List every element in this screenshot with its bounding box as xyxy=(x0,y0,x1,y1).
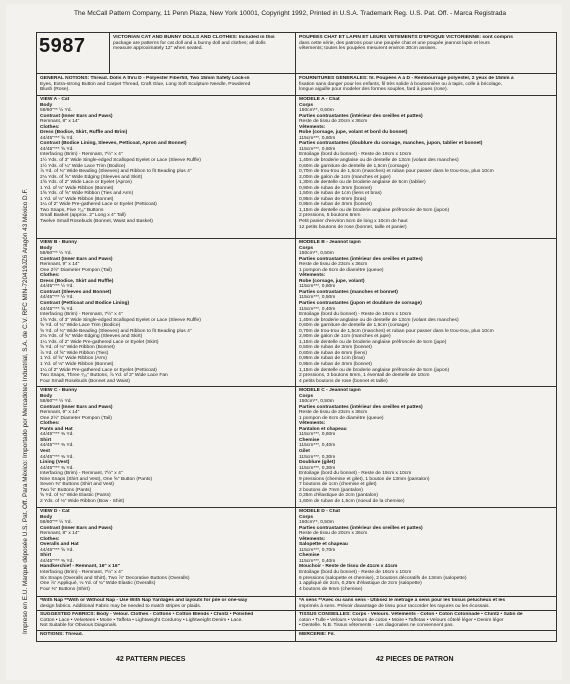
text-line: 0,95m de ruban de 3mm (bonnet) xyxy=(299,202,372,208)
text-line: 1,15m de dentelle ou de broderie anglaise préfroncée de 5cm (jupon) xyxy=(299,207,450,213)
text-line: Reste de tissu de 23cm x 36cm xyxy=(299,262,368,268)
row-divider xyxy=(37,238,556,239)
view-b-fr xyxy=(299,240,553,384)
sidebar-import-text xyxy=(20,74,30,634)
text-line: 2,00m de galon de 1cm (manches et jupe) xyxy=(299,174,391,180)
text-line: Salopette et chapeau xyxy=(299,542,348,548)
text-line: One 2½" Diameter Pompon (Tail) xyxy=(40,415,112,421)
nap-note-en xyxy=(40,598,294,609)
text-line: measure approximately 12" when seated. xyxy=(113,46,203,52)
row-divider xyxy=(37,630,556,631)
text-line: 0,95m de ruban de 6mm (bras) xyxy=(299,196,367,202)
text-line: *With Nap **With or Without Nap - Use With Nap Yardages and layouts for pile or one-way xyxy=(40,598,248,603)
text-line: 1⅝ Yds. of 2" Wide Lace or Eyelet (Apron) xyxy=(40,180,132,186)
text-line: fixation sans danger pour les enfants, fil très solide à boutonnière ou à tapis, colle à bricolage, xyxy=(299,81,503,87)
text-line: Dress (Bodice, Skirt and Ruffle) xyxy=(40,278,114,284)
text-line: 1 pompon de 6cm de diamètre (queue) xyxy=(299,415,384,421)
sidebar-text: Impreso en E.U. Marque déposée U.S. Pat. Off. Para México: Importado por Mercadotec Industrial, S.A. de C.V. RFC MIN-720419JZ6 Aragón 43 México D.F. xyxy=(22,188,29,634)
text-line: Small Basket (approx. 2" Long x 4" Tall) xyxy=(40,213,126,219)
text-line: 0,60m de ruban de 6mm (liens) xyxy=(299,350,367,356)
text-line: 1 appliqué de 2cm, 0,25m d'élastique de 2cm (salopette) xyxy=(299,581,422,587)
notions-fr xyxy=(299,632,553,638)
text-line: 9 pressions (chemise et gilet), 1 bouton de 13mm (pantalon) xyxy=(299,476,430,482)
text-line: Parties contrastantes (jupon et doublure de corsage) xyxy=(299,301,422,307)
text-line: imprimés à sens. Prévoir davantage de tissu pour raccorder les rayures ou les écossais. xyxy=(299,603,490,609)
text-line: Contrast (Inner Ears and Paws) xyxy=(40,256,113,262)
text-line: 12 petits boutons de rose (bonnet, taille et panier) xyxy=(299,224,407,230)
text-line: Vêtements: xyxy=(299,421,326,427)
text-line: Blush (Rose). xyxy=(40,87,70,93)
text-line: VIEW A - Cat xyxy=(40,97,70,102)
text-line: 0,70m de trou-trou de 1,5cm (manches) et ruban pour passer dans le trou-trou, plus 10cm xyxy=(299,169,494,175)
text-line: Overalls and Hat xyxy=(40,542,79,548)
text-line: Corps xyxy=(299,393,314,399)
text-line: 44/45"*** ⅜ Yd. xyxy=(40,454,74,460)
pattern-number-box xyxy=(37,33,110,73)
text-line: 6 pressions (salopette et chemise), 2 boutons décoratifs de 13mm (salopette) xyxy=(299,575,467,581)
text-line: 1,15m de dentelle ou de broderie anglaise préfroncée de 5cm (jupon) xyxy=(299,367,450,373)
text-line: 150cm**, 0,50m xyxy=(299,520,334,526)
pattern-envelope-back xyxy=(6,4,562,680)
text-line: VIEW B - Bunny xyxy=(40,240,77,245)
text-line: SUGGESTED FABRICS: Body - Velour. Clothes - Cottons • Cotton Blends • Chintz • Polished xyxy=(40,612,254,617)
title-en xyxy=(113,35,293,52)
title-fr xyxy=(299,35,553,52)
general-notions-en xyxy=(40,76,294,93)
text-line: ⅞ Yd. of ¾" Wide Beading (Sleeves) and Ribbon to fit Beading plus 4" xyxy=(40,169,192,175)
text-line: Cotton • Lace • Velveteen • Moire • Taffeta • Lightweight Corduroy • Lightweight Denim • Lace. xyxy=(40,617,243,623)
text-line: Four ⅜" Buttons (Shirt) xyxy=(40,586,90,592)
text-line: 2 pressions, 3 boutons 5mm, 1 éventail de dentelle de 10cm xyxy=(299,373,430,379)
text-line: Corps xyxy=(299,245,314,251)
text-line: 0,95m de ruban de 1cm (bras) xyxy=(299,356,365,362)
nap-note-fr xyxy=(299,598,553,609)
text-line: MODÈLE C - Jeannot lapin xyxy=(299,388,361,393)
text-line: 44/45"*** ⅝ Yd. xyxy=(40,135,74,141)
text-line: Doublure (gilet) xyxy=(299,460,336,466)
view-d-en xyxy=(40,509,294,592)
text-line: 58/60"** ½ Yd. xyxy=(40,251,72,257)
text-line: MERCERIE: Fil. xyxy=(299,632,335,637)
text-line: 44/45"*** ⅜ Yd. xyxy=(40,558,74,564)
text-line: 1 Yd. of ⅝" Wide Ribbon (Arm) xyxy=(40,356,107,362)
text-line: 1,15m de dentelle ou de broderie anglaise préfroncée de 5cm (jupe) xyxy=(299,339,447,345)
text-line: 150cm**, 0,50m xyxy=(299,251,334,257)
text-line: Clothes: xyxy=(40,536,60,542)
text-line: design fabrics. Additional Fabric may be needed to match stripes or plaids. xyxy=(40,603,202,609)
pattern-number: 5987 xyxy=(39,35,86,57)
text-line: 115cm***, 0,40m xyxy=(299,443,336,449)
text-line: Body xyxy=(40,393,53,399)
text-line: Gilet xyxy=(299,449,310,455)
text-line: 115cm***, 0,60m xyxy=(299,432,336,438)
text-line: 44/45"*** ⅝ Yd. xyxy=(40,146,74,152)
text-line: Parties contrastantes (intérieur des oreilles et pattes) xyxy=(299,113,423,119)
text-line: 44/45"*** ⅝ Yd. xyxy=(40,547,74,553)
text-line: ⅞ Yd. of ⅝" Wide Ribbon (Ties) xyxy=(40,350,109,356)
text-line: Body xyxy=(40,514,53,520)
text-line: Parties contrastantes (intérieur des oreilles et pattes) xyxy=(299,404,423,410)
text-line: Pantalon et chapeau xyxy=(299,426,347,432)
text-line: ⅝ Yd. of ⅛" Wide Ribbon (Bonnet) xyxy=(40,345,115,351)
text-line: 2,90m de galon de 1cm (manches et jupe) xyxy=(299,334,391,340)
text-line: Interfacing (Brim) - Remnant, 7½" x 4" xyxy=(40,570,123,576)
text-line: Nine Snaps (Shirt and Vest), One ⅝" Button (Pants) xyxy=(40,476,153,482)
text-line: 115cm***, 0,60m xyxy=(299,284,336,290)
text-line: Dress (Bodice, Skirt, Ruffle and Brim) xyxy=(40,130,128,136)
suggested-fabrics-fr xyxy=(299,612,553,629)
text-line: Body xyxy=(40,245,53,251)
text-line: Corps xyxy=(299,514,314,520)
text-line: 44/45"*** ⅝ Yd. xyxy=(40,306,74,312)
text-line: VIEW D - Cat xyxy=(40,509,70,514)
text-line: Vêtements: xyxy=(299,124,326,130)
text-line: Two ⅝" Buttons (Pants) xyxy=(40,487,92,493)
view-a-en xyxy=(40,97,294,225)
text-line: Shirt xyxy=(40,553,52,559)
content-grid xyxy=(36,32,557,642)
text-line: Interfacing (Brim) - Remnant, 7½" x 4" xyxy=(40,312,123,318)
row-divider xyxy=(37,386,556,387)
pattern-pieces-en: 42 PATTERN PIECES xyxy=(116,656,186,663)
text-line: 7 boutons de 1cm (chemise et gilet) xyxy=(299,482,377,488)
text-line: 58/60"** ½ Yd. xyxy=(40,399,72,405)
text-line: 0,25m d'élastique de 2cm (pantalon) xyxy=(299,493,378,499)
text-line: Clothes: xyxy=(40,124,60,130)
text-line: Six Snaps (Overalls and Shirt), Two ⅞" Decorative Buttons (Overalls) xyxy=(40,575,190,581)
text-line: 44/45"*** ⅜ Yd. xyxy=(40,465,74,471)
text-line: 1¼ Yds. of 2" Wide Pre-gathered Lace or Eyelet (Skirt) xyxy=(40,339,159,345)
text-line: 0,50m de ruban de 3mm (bonnet) xyxy=(299,345,372,351)
text-line: • Dentelle. N.B. Tissus vêtements - Les diagonales ne conviennent pas. xyxy=(299,623,454,629)
text-line: 1 pompon de 6cm de diamètre (queue) xyxy=(299,267,384,273)
text-line: 115cm***, 0,30m xyxy=(299,454,336,460)
text-line: coton • Tulle • Velours • Velours de coton • Moire • Taffetas • Velours côtelé léger • Denim léger xyxy=(299,617,504,623)
text-line: 1,30m de dentelle ou de broderie anglaise de 5cm (tablier) xyxy=(299,180,426,186)
pattern-pieces-fr: 42 PIECES DE PATRON xyxy=(376,656,454,663)
text-line: Mouchoir - Reste de tissu de 41cm x 41cm xyxy=(299,564,398,570)
text-line: Pants and Hat xyxy=(40,426,73,432)
text-line: 1,60m de ruban de 1,5cm (noeud de la chemise) xyxy=(299,498,405,504)
text-line: Not Suitable for Obvious Diagonals. xyxy=(40,623,118,629)
text-line: Handkerchief - Remnant, 16" x 16" xyxy=(40,564,120,570)
text-line: Clothes: xyxy=(40,273,60,279)
text-line: 1 Yd. of ⅛" Wide Ribbon (Bonnet) xyxy=(40,362,114,368)
text-line: 115cm***, 0,30m xyxy=(299,465,336,471)
text-line: 2 boutons de 7mm (pantalon) xyxy=(299,487,363,493)
text-line: 1,50m de ruban de 1cm (liens et bras) xyxy=(299,191,382,197)
text-line: MODÈLE B - Jeannot lapin xyxy=(299,240,361,245)
row-divider xyxy=(37,596,556,597)
text-line: 1 Yd. of ⅛" Wide Ribbon (Bonnet) xyxy=(40,196,114,202)
text-line: package are patterns for cat doll and a bunny doll and clothes; all dolls xyxy=(113,40,266,46)
text-line: 115cm***, 0,50m xyxy=(299,295,336,301)
text-line: 0,90m de ruban de 3mm (bonnet) xyxy=(299,185,372,191)
text-line: Contrast (Bodice Lining, Sleeves, Petticoat, Apron and Bonnet) xyxy=(40,141,187,147)
text-line: Vêtements: xyxy=(299,536,326,542)
text-line: NOTIONS: Thread. xyxy=(40,632,83,637)
text-line: Remnant, 8" x 14" xyxy=(40,531,80,537)
text-line: One 2½" Diameter Pompon (Tail) xyxy=(40,267,112,273)
row-divider xyxy=(37,610,556,611)
view-d-fr xyxy=(299,509,553,592)
text-line: Remnant, 8" x 14" xyxy=(40,119,80,125)
text-line: 44/45"*** ⅜ Yd. xyxy=(40,443,74,449)
text-line: Parties contrastantes (intérieur des oreilles et pattes) xyxy=(299,525,423,531)
text-line: 115cm***, 0,60m xyxy=(299,135,336,141)
text-line: Twelve Small Rosebuds (Bonnet, Waist and Basket) xyxy=(40,219,153,225)
text-line: ⅝ Yd. of ¾" Wide Beading (Sleeves) and Ribbon to fit Beading plus 4" xyxy=(40,328,192,334)
text-line: 115cm***, 0,60m xyxy=(299,146,336,152)
text-line: Reste de tissu de 23cm x 36cm xyxy=(299,410,368,416)
text-line: Entoilage (bord du bonnet) - Reste de 19cm x 10cm xyxy=(299,312,412,318)
text-line: longue aiguille pour modeler des formes souples, fard à joues (rose). xyxy=(299,87,448,93)
text-line: Interfacing (Brim) - Remnant, 7½" x 4" xyxy=(40,471,123,477)
text-line: 2⅛ Yds. of ⅝" Wide Edging (Sleeves and Skirt) xyxy=(40,334,143,340)
row-divider xyxy=(37,73,556,74)
text-line: Contrast (Inner Ears and Paws) xyxy=(40,113,113,119)
text-line: Eyes, Extra-strong Button and Carpet Thread, Craft Glue, Long Soft Sculpture Needle, Powdered xyxy=(40,81,251,87)
text-line: 2 Yds. of ⅛" Wide Ribbon (Bow - Shirt) xyxy=(40,498,125,504)
text-line: Vêtements: xyxy=(299,273,326,279)
text-line: 150cm**, 0,50m xyxy=(299,108,334,114)
text-line: 44/45"*** ½ Yd. xyxy=(40,295,74,301)
text-line: Interfacing (Brim) - Remnant, 7½" x 4" xyxy=(40,152,123,158)
text-line: Reste de tissu de 20cm x 36cm xyxy=(299,531,368,537)
text-line: 0,70m de trou-trou de 1,5cm (manches) et ruban pour passer dans le trou-trou, plus 10cm xyxy=(299,328,494,334)
text-line: Corps xyxy=(299,102,314,108)
text-line: Seven ⅜" Buttons (Shirt and Vest) xyxy=(40,482,115,488)
text-line: 1 Yd. of ⅛" Wide Ribbon (Bonnet) xyxy=(40,185,114,191)
text-line: Entoilage (bord du bonnet) - Reste de 19cm x 10cm xyxy=(299,570,412,576)
text-line: Chemise xyxy=(299,553,320,559)
text-line: 1⅝ Yds. of ⅝" Wide Ribbon (Ties and Arm) xyxy=(40,191,134,197)
text-line: 1,40m de broderie anglaise ou de dentelle de 13cm (volant des manches) xyxy=(299,317,459,323)
text-line: 2⅛ Yds. of ⅝" Wide Edging (Sleeves and Skirt) xyxy=(40,174,143,180)
text-line: VIEW C - Bunny xyxy=(40,388,77,393)
text-line: Petit panier d'environ 5cm de long x 10cm de haut xyxy=(299,219,408,225)
text-line: 0,95m de ruban de 3mm (bonnet) xyxy=(299,362,372,368)
text-line: 44/45"*** ⅜ Yd. xyxy=(40,432,74,438)
text-line: Contrast (Sleeves and Bonnet) xyxy=(40,289,112,295)
text-line: 4 boutons de 9mm (chemise) xyxy=(299,586,363,592)
text-line: Contrast (Inner Ears and Paws) xyxy=(40,525,113,531)
text-line: Shirt xyxy=(40,437,52,443)
text-line: vêtements; toutes les poupées mesurent environ 30cm assises. xyxy=(299,46,437,52)
text-line: POUPÉES CHAT ET LAPIN ET LEURS VÊTEMENTS D'ÉPOQUE VICTORIENNE: sont compris xyxy=(299,35,514,40)
text-line: Robe (corsage, jupe, volant) xyxy=(299,278,365,284)
text-line: GENERAL NOTIONS: Thread. Dolls A thru D - Polyester Fiberfill, Two 15mm Safety Lock-in xyxy=(40,76,250,81)
text-line: Body xyxy=(40,102,53,108)
text-line: 150cm**, 0,50m xyxy=(299,399,334,405)
text-line: Entoilage (bord du bonnet) - Reste de 19cm x 10cm xyxy=(299,152,412,158)
text-line: *À sens **Avec ou sans sens - Utilisez le métrage à sens pour les tissus pelucheux et les xyxy=(299,598,506,603)
text-line: Entoilage (bord du bonnet) - Reste de 19cm x 10cm xyxy=(299,471,412,477)
copyright-line: The McCall Pattern Company, 11 Penn Plaza, New York 10001, Copyright 1992, Printed in U.S.A. Trademark Reg. U.S. Pat. Off. - Marca Registrada xyxy=(74,10,507,17)
view-a-fr xyxy=(299,97,553,230)
text-line: 1¼ of 2" Wide Pre-gathered Lace or Eyelet (Petticoat) xyxy=(40,202,157,208)
text-line: Lining (Vest) xyxy=(40,460,70,466)
notions-en xyxy=(40,632,294,638)
text-line: Clothes: xyxy=(40,421,60,427)
view-c-fr xyxy=(299,388,553,504)
text-line: TISSUS CONSEILLÉS: Corps - Velours. Vêtements - Coton • Coton Cotonnade • Chintz • Satin de xyxy=(299,612,523,617)
text-line: 0,60m de garniture de dentelle de 1,5cm (corsage) xyxy=(299,163,409,169)
text-line: 1⅝ Yds. of 3" Wide Single-edged Scalloped Eyelet or Lace (Sleeve Ruffle) xyxy=(40,317,201,323)
text-line: 4 petits boutons de rose (bonnet et taille) xyxy=(299,378,388,384)
text-line: Robe (corsage, jupe, volant et bord du bonnet) xyxy=(299,130,408,136)
text-line: 1¼ of 2" Wide Pre-gathered Lace or Eyelet (Petticoat) xyxy=(40,367,157,373)
row-divider xyxy=(37,507,556,508)
text-line: Contrast (Inner Ears and Paws) xyxy=(40,404,113,410)
text-line: 115cm***, 0,40m xyxy=(299,558,336,564)
row-divider xyxy=(37,95,556,96)
text-line: MODÈLE D - Chat xyxy=(299,509,341,514)
text-line: FOURNITURES GÉNÉRALES: fil. Poupées A à D - Rembourrage polyester, 2 yeux de 15mm à xyxy=(299,76,514,81)
text-line: Parties contrastantes (intérieur des oreilles et pattes) xyxy=(299,256,423,262)
text-line: Remnant, 9" x 14" xyxy=(40,262,80,268)
text-line: Chemise xyxy=(299,437,320,443)
text-line: ⅝ Yd. of ¾" Wide Elastic (Pants) xyxy=(40,493,111,499)
text-line: One ⅞" Appliqué, ⅛ Yd. of ¾" Wide Elastic (Overalls) xyxy=(40,581,156,587)
text-line: 1,40m de broderie anglaise ou de dentelle de 13cm (volant des manches) xyxy=(299,158,459,164)
text-line: Reste de tissu de 20cm x 36cm xyxy=(299,119,368,125)
text-line: Two Snaps, Three ⁷⁄₁₆" Buttons, ⅞ Yd. of 3" Wide Lace Fan xyxy=(40,373,168,379)
text-line: 115cm***, 0,70m xyxy=(299,547,336,553)
text-line: ⅝ Yd. of ¾" Wide Lace Trim (Bodice) xyxy=(40,323,121,329)
text-line: 115cm***, 0,40m xyxy=(299,306,336,312)
general-notions-fr xyxy=(299,76,553,93)
column-divider xyxy=(295,33,296,641)
view-b-en xyxy=(40,240,294,384)
text-line: 1½ Yds. of ¼" Wide Lace Trim (Bodice) xyxy=(40,163,126,169)
text-line: Parties contrastantes (doublure du corsage, manches, jupon, tablier et bonnet) xyxy=(299,141,483,147)
text-line: Two Snaps, Five ⁷⁄₁₆" Buttons xyxy=(40,207,104,213)
text-line: 2 pressions, 5 boutons 5mm xyxy=(299,213,361,219)
suggested-fabrics-en xyxy=(40,612,294,629)
text-line: Four Small Rosebuds (Bonnet and Waist) xyxy=(40,378,131,384)
text-line: MODÈLE A - Chat xyxy=(299,97,340,102)
view-c-en xyxy=(40,388,294,504)
text-line: dans cette série, des patrons pour une poupée chat et une poupée jeannot lapin et leurs xyxy=(299,40,490,46)
text-line: Parties contrastantes (manches et bonnet) xyxy=(299,289,398,295)
text-line: Contrast (Petticoat and Bodice Lining) xyxy=(40,301,130,307)
text-line: 44/45"*** ½ Yd. xyxy=(40,284,74,290)
text-line: Vest xyxy=(40,449,51,455)
text-line: VICTORIAN CAT AND BUNNY DOLLS AND CLOTHES: Included in this xyxy=(113,35,275,40)
text-line: 0,60m de garniture de dentelle de 1,5cm (corsage) xyxy=(299,323,409,329)
text-line: 1½ Yds. of 3" Wide Single-edged Scalloped Eyelet or Lace (Sleeve Ruffle) xyxy=(40,158,201,164)
text-line: 58/60"** ½ Yd. xyxy=(40,108,72,114)
text-line: 58/60"** ½ Yd. xyxy=(40,520,72,526)
text-line: Remnant, 9" x 14" xyxy=(40,410,80,416)
